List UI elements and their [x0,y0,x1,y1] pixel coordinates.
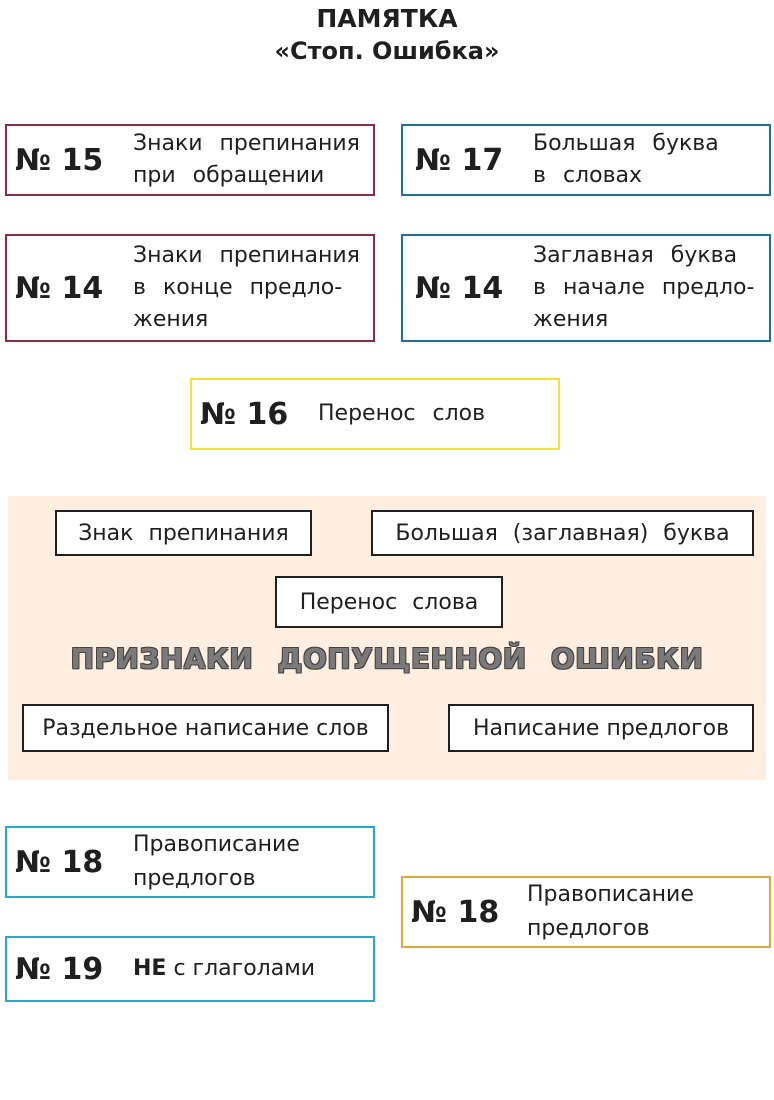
rule-text: Знаки препинания в конце предло- жения [133,243,360,332]
rule-card-16 [190,378,560,450]
rule-number: № 16 [200,396,289,432]
rule-text: Правописание предлогов [133,832,300,891]
rule-text: Большая буква в словах [533,131,719,188]
rule-card-17 [401,124,771,196]
rule-text-bold: НЕ [133,956,167,981]
rule-number: № 14 [415,270,504,306]
rule-text-rest: с глаголами [166,956,316,981]
rule-number: № 15 [15,142,104,178]
rule-card-14-capital [401,234,771,342]
rule-text [133,952,315,986]
rule-number: № 19 [15,951,104,987]
rule-number: № 17 [415,142,504,178]
sign-tag-separate-writing: Раздельное написание слов [22,704,389,752]
sign-tag-capital-letter: Большая (заглавная) буква [371,510,754,556]
sign-tag-word-transfer: Перенос слова [275,576,503,628]
rule-number: № 18 [411,894,500,930]
rule-text: Перенос слов [318,401,486,426]
rule-number: № 14 [15,270,104,306]
rule-card-15 [5,124,375,196]
rule-text: Знаки препинания при обращении [133,131,360,188]
rule-card-18 [5,826,375,898]
rule-number: № 18 [15,844,104,880]
page-subtitle: «Стоп. Ошибка» [274,37,500,65]
rule-card-18-prepositions [401,876,771,948]
signs-heading: ПРИЗНАКИ ДОПУЩЕННОЙ ОШИБКИ [70,642,704,675]
rule-text: Заглавная буква в начале предло- жения [533,243,755,332]
sign-tag-punctuation: Знак препинания [55,510,312,556]
rule-card-14-punctuation [5,234,375,342]
rule-card-19 [5,936,375,1002]
sign-tag-prepositions: Написание предлогов [448,704,754,752]
rule-text: Правописание предлогов [527,882,694,941]
page-title: ПАМЯТКА [316,4,458,33]
